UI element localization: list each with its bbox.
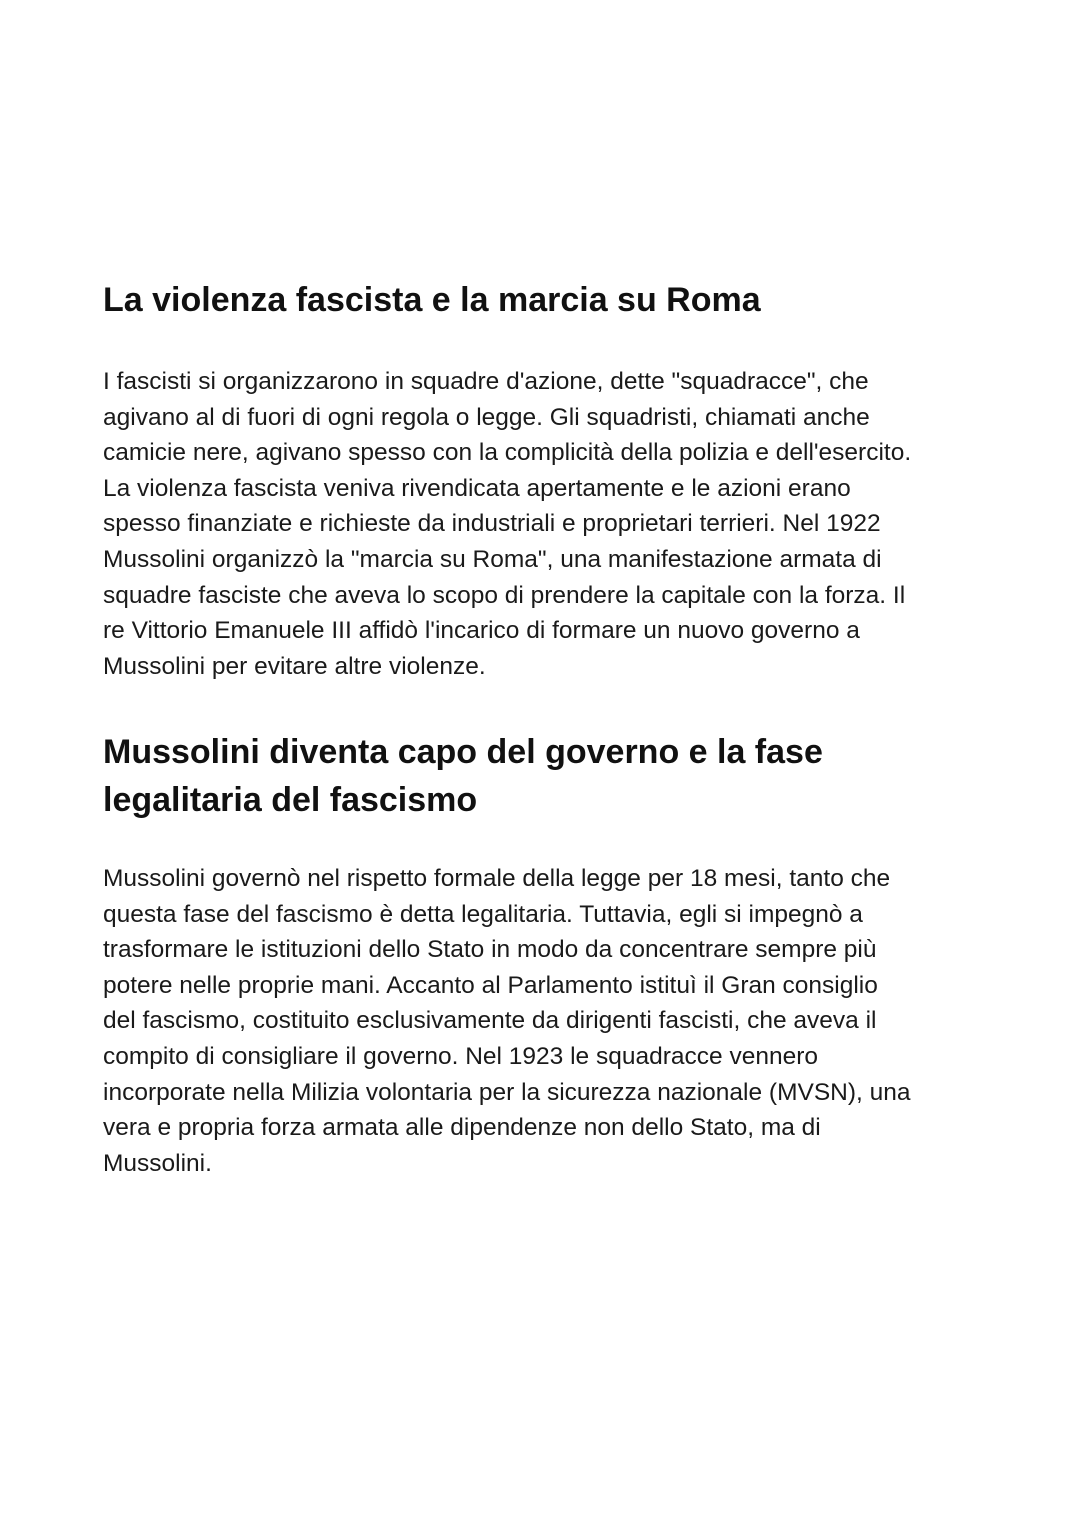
paragraph-line: camicie nere, agivano spesso con la complicità della polizia e dell'esercito. <box>103 439 912 467</box>
heading-line: La violenza fascista e la marcia su Roma <box>103 281 761 319</box>
paragraph-line: re Vittorio Emanuele III affidò l'incarico di formare un nuovo governo a <box>103 617 860 645</box>
paragraph-line: del fascismo, costituito esclusivamente da dirigenti fascisti, che aveva il <box>103 1007 877 1035</box>
section-heading <box>103 276 983 324</box>
paragraph-line: Mussolini per evitare altre violenze. <box>103 652 486 680</box>
paragraph-line: agivano al di fuori di ogni regola o legge. Gli squadristi, chiamati anche <box>103 403 870 431</box>
section-fase-legalitaria <box>103 728 983 1181</box>
paragraph-line: spesso finanziate e richieste da industriali e proprietari terrieri. Nel 1922 <box>103 510 881 538</box>
paragraph-line: La violenza fascista veniva rivendicata apertamente e le azioni erano <box>103 474 851 502</box>
heading-line: Mussolini diventa capo del governo e la fase <box>103 733 823 771</box>
paragraph-line: vera e propria forza armata alle dipendenze non dello Stato, ma di <box>103 1114 821 1142</box>
paragraph-line: squadre fasciste che aveva lo scopo di prendere la capitale con la forza. Il <box>103 581 906 609</box>
paragraph-line: trasformare le istituzioni dello Stato in modo da concentrare sempre più <box>103 936 877 964</box>
paragraph-line: questa fase del fascismo è detta legalitaria. Tuttavia, egli si impegnò a <box>103 900 863 928</box>
paragraph-line: Mussolini. <box>103 1149 212 1177</box>
section-heading <box>103 728 983 824</box>
paragraph-line: I fascisti si organizzarono in squadre d'azione, dette "squadracce", che <box>103 368 869 395</box>
section-marcia-su-roma <box>103 276 983 684</box>
section-paragraph <box>103 364 983 684</box>
section-paragraph <box>103 861 983 1181</box>
paragraph-line: potere nelle proprie mani. Accanto al Parlamento istituì il Gran consiglio <box>103 971 878 999</box>
heading-line: legalitaria del fascismo <box>103 781 478 819</box>
paragraph-line: Mussolini governò nel rispetto formale della legge per 18 mesi, tanto che <box>103 865 891 892</box>
paragraph-line: Mussolini organizzò la "marcia su Roma", una manifestazione armata di <box>103 545 882 573</box>
paragraph-line: compito di consigliare il governo. Nel 1923 le squadracce vennero <box>103 1042 818 1070</box>
paragraph-line: incorporate nella Milizia volontaria per la sicurezza nazionale (MVSN), una <box>103 1078 911 1106</box>
